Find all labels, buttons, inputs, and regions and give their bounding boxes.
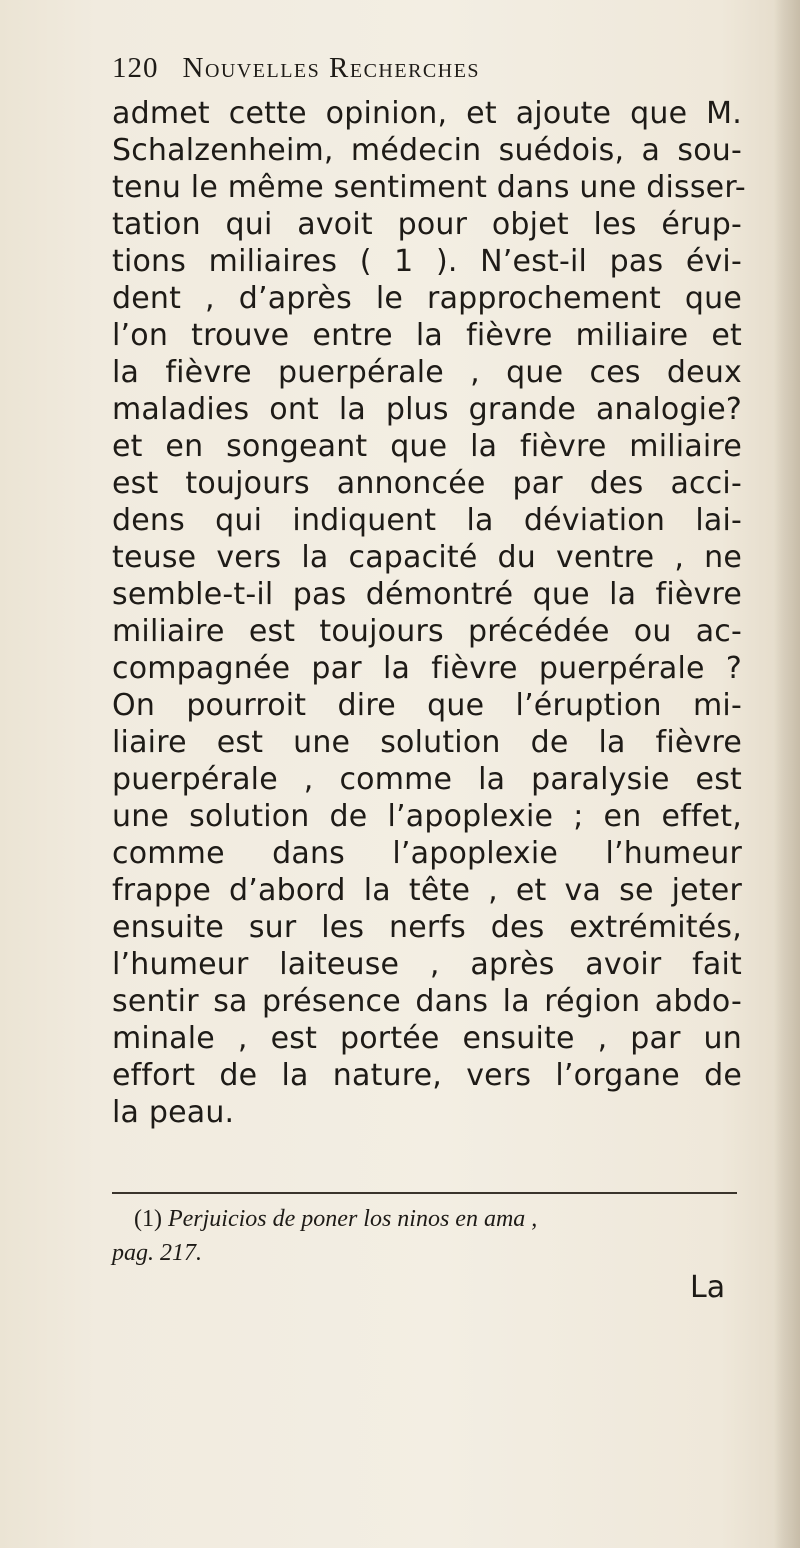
text-line: l’on trouve entre la fièvre miliaire et: [112, 318, 742, 353]
text-line: une solution de l’apoplexie ; en effet,: [112, 799, 742, 834]
footnote: [112, 1202, 734, 1270]
text-line: admet cette opinion, et ajoute que M.: [112, 96, 742, 131]
text-line: miliaire est toujours précédée ou ac-: [112, 614, 742, 649]
text-line: est toujours annoncée par des acci-: [112, 466, 742, 501]
catchword: La: [690, 1270, 726, 1305]
text-line: et en songeant que la fièvre miliaire: [112, 429, 742, 464]
page-edge-shadow: [774, 0, 800, 1548]
text-line: Schalzenheim, médecin suédois, a sou-: [112, 133, 742, 168]
text-line: compagnée par la fièvre puerpérale ?: [112, 651, 742, 686]
footnote-marker: (1): [134, 1206, 162, 1232]
text-line: semble-t-il pas démontré que la fièvre: [112, 577, 742, 612]
text-line: On pourroit dire que l’éruption mi-: [112, 688, 742, 723]
text-line: l’humeur laiteuse , après avoir fait: [112, 947, 742, 982]
text-line: tation qui avoit pour objet les érup-: [112, 207, 742, 242]
text-line: dens qui indiquent la déviation lai-: [112, 503, 742, 538]
body-text: [112, 95, 746, 1131]
text-line: puerpérale , comme la paralysie est: [112, 762, 742, 797]
text-line: sentir sa présence dans la région abdo-: [112, 984, 742, 1019]
footnote-title: Perjuicios de poner los ninos en ama ,: [167, 1206, 538, 1232]
text-line: liaire est une solution de la fièvre: [112, 725, 742, 760]
footnote-page-ref: pag. 217.: [112, 1240, 202, 1266]
text-line: dent , d’après le rapprochement que: [112, 281, 742, 316]
text-line: frappe d’abord la tête , et va se jeter: [112, 873, 742, 908]
running-title: Nouvelles Recherches: [182, 52, 481, 84]
text-line: comme dans l’apoplexie l’humeur: [112, 836, 742, 871]
text-line: teuse vers la capacité du ventre , ne: [112, 540, 742, 575]
text-line: tions miliaires ( 1 ). N’est-il pas évi-: [112, 244, 742, 279]
text-line: effort de la nature, vers l’organe de: [112, 1058, 742, 1093]
page-header: [112, 52, 732, 92]
text-line: ensuite sur les nerfs des extrémités,: [112, 910, 742, 945]
text-line: maladies ont la plus grande analogie?: [112, 392, 742, 427]
text-line: la peau.: [112, 1095, 235, 1130]
text-line: tenu le même sentiment dans une disser-: [112, 170, 746, 205]
text-line: minale , est portée ensuite , par un: [112, 1021, 742, 1056]
page-number: 120: [112, 52, 159, 84]
text-line: la fièvre puerpérale , que ces deux: [112, 355, 742, 390]
footnote-rule: [112, 1192, 737, 1194]
footnote-first-line: [134, 1202, 734, 1236]
